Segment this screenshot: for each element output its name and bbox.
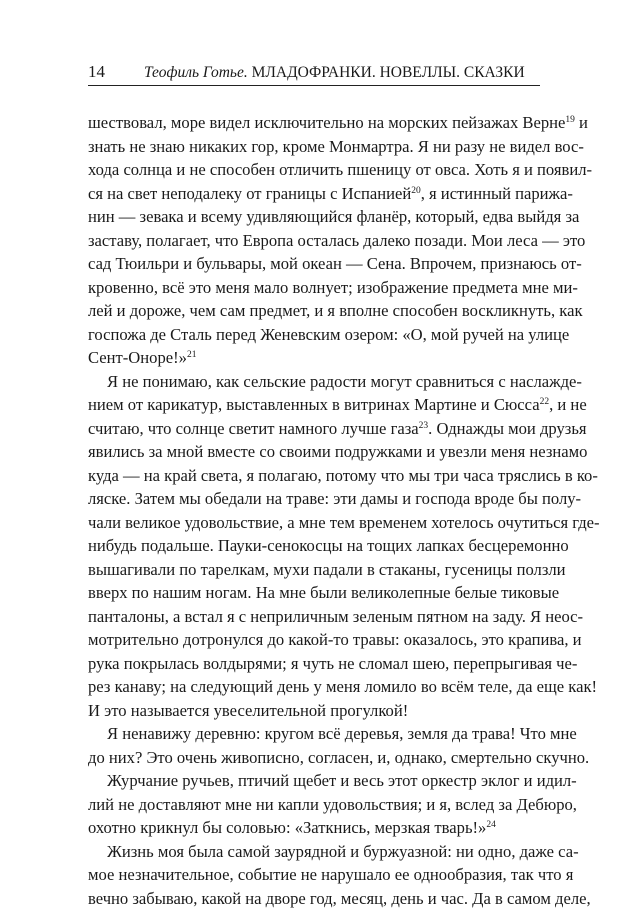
text-line: [88, 675, 540, 699]
text-line: [88, 699, 540, 723]
text-line: [88, 487, 540, 511]
text-line-content: вечно забываю, какой на дворе год, месяц, день и час. Да в самом деле,: [88, 889, 591, 908]
text-line-content: нибудь подальше. Пауки-сенокосцы на тощих лапках бесцеремонно: [88, 536, 569, 555]
text-line-content: госпожа де Сталь перед Женевским озером: «О, мой ручей на улице: [88, 325, 569, 344]
text-line-content: Я ненавижу деревню: кругом всё деревья, земля да трава! Что мне: [107, 724, 577, 743]
text-line-content: мое незначительное, событие не нарушало ее однообразия, так что я: [88, 865, 573, 884]
text-line-content: нием от карикатур, выставленных в витринах Мартине и Сюсса: [88, 395, 540, 414]
text-line-content: чали великое удовольствие, а мне тем временем хотелось очутиться где-: [88, 513, 600, 532]
author-name: Теофиль Готье.: [144, 64, 248, 81]
text-line-content: шествовал, море видел исключительно на морских пейзажах Верне: [88, 113, 565, 132]
footnote-ref: 23: [419, 421, 429, 431]
text-line-content: кровенно, всё это меня мало волнует; изображение предмета мне ми-: [88, 278, 578, 297]
text-line: [88, 393, 540, 417]
text-line: [88, 229, 540, 253]
text-line: [88, 276, 540, 300]
text-line-content: мотрительно дотронулся до какой-то травы: оказалось, это крапива, и: [88, 630, 582, 649]
running-title: [144, 63, 525, 83]
text-line-content: охотно крикнул бы соловью: «Заткнись, мерзкая тварь!»: [88, 818, 486, 837]
text-line: [88, 840, 540, 864]
text-line-content: до них? Это очень живописно, согласен, и, однако, смертельно скучно.: [88, 748, 589, 767]
text-line-content: нин — зевака и всему удивляющийся фланёр, который, едва выйдя за: [88, 207, 579, 226]
text-line-content: Я не понимаю, как сельские радости могут сравниться с наслажде-: [107, 372, 582, 391]
running-header: [88, 62, 540, 86]
text-line-content: рез канаву; на следующий день у меня ломило во всём теле, да еще как!: [88, 677, 597, 696]
text-line-content: заставу, полагает, что Европа осталась далеко позади. Мои леса — это: [88, 231, 585, 250]
text-line: [88, 605, 540, 629]
text-line-content: лий не доставляют мне ни капли удовольствия; и я, вслед за Дебюро,: [88, 795, 577, 814]
text-line: [88, 863, 540, 887]
text-line: [88, 887, 540, 910]
text-line: [88, 581, 540, 605]
text-line: [88, 511, 540, 535]
text-line-content: ся на свет неподалеку от границы с Испанией: [88, 184, 411, 203]
text-line-content: панталоны, а встал я с неприличным зеленым пятном на заду. Я неос-: [88, 607, 583, 626]
text-line: [88, 746, 540, 770]
footnote-ref: 21: [187, 350, 197, 360]
text-line-content: знать не знаю никаких гор, кроме Монмартра. Я ни разу не видел вос-: [88, 137, 584, 156]
text-line-content: вверх по нашим ногам. На мне были великолепные белые тиковые: [88, 583, 559, 602]
footnote-ref: 22: [540, 397, 550, 407]
page-text: [88, 111, 540, 910]
text-line-content: вышагивали по тарелкам, мухи падали в стаканы, гусеницы ползли: [88, 560, 566, 579]
text-line: [88, 111, 540, 135]
text-line: [88, 534, 540, 558]
text-line: [88, 299, 540, 323]
text-line: [88, 652, 540, 676]
text-line-content: И это называется увеселительной прогулкой!: [88, 701, 408, 720]
text-line: [88, 135, 540, 159]
text-line-continuation: , я истинный парижа-: [421, 184, 573, 203]
text-line: [88, 628, 540, 652]
footnote-ref: 19: [565, 115, 575, 125]
book-title: МЛАДОФРАНКИ. НОВЕЛЛЫ. СКАЗКИ: [252, 64, 525, 81]
text-line-content: явились за мной вместе со своими подружками и увезли меня незнамо: [88, 442, 587, 461]
text-line: [88, 417, 540, 441]
text-line-content: хода солнца и не способен отличить пшеницу от овса. Хоть я и появил-: [88, 160, 592, 179]
text-line: [88, 323, 540, 347]
text-line: [88, 440, 540, 464]
text-line-content: Жизнь моя была самой заурядной и буржуазной: ни одно, даже са-: [107, 842, 579, 861]
text-line: [88, 158, 540, 182]
text-line-continuation: , и не: [549, 395, 587, 414]
text-line: [88, 558, 540, 582]
text-line: [88, 205, 540, 229]
text-line: [88, 182, 540, 206]
footnote-ref: 24: [486, 820, 496, 830]
text-line-continuation: и: [575, 113, 588, 132]
text-line-content: куда — на край света, я полагаю, потому что мы три часа тряслись в ко-: [88, 466, 598, 485]
footnote-ref: 20: [411, 186, 421, 196]
text-line: [88, 346, 540, 370]
text-line: [88, 252, 540, 276]
text-line-content: ляске. Затем мы обедали на траве: эти дамы и господа вроде бы полу-: [88, 489, 581, 508]
text-line: [88, 769, 540, 793]
text-line-content: сад Тюильри и бульвары, мой океан — Сена. Впрочем, признаюсь от-: [88, 254, 582, 273]
text-line: [88, 816, 540, 840]
text-line-content: Сент-Оноре!»: [88, 348, 187, 367]
header-rule: [88, 85, 540, 86]
text-line-content: лей и дороже, чем сам предмет, и я вполне способен воскликнуть, как: [88, 301, 583, 320]
text-line: [88, 464, 540, 488]
text-line: [88, 722, 540, 746]
text-line-content: считаю, что солнце светит намного лучше газа: [88, 419, 419, 438]
text-line-content: рука покрылась волдырями; я чуть не сломал шею, перепрыгивая че-: [88, 654, 577, 673]
text-line-content: Журчание ручьев, птичий щебет и весь этот оркестр эклог и идил-: [107, 771, 577, 790]
text-line: [88, 370, 540, 394]
text-line: [88, 793, 540, 817]
page-number: 14: [88, 62, 105, 82]
text-line-continuation: . Однажды мои друзья: [428, 419, 586, 438]
